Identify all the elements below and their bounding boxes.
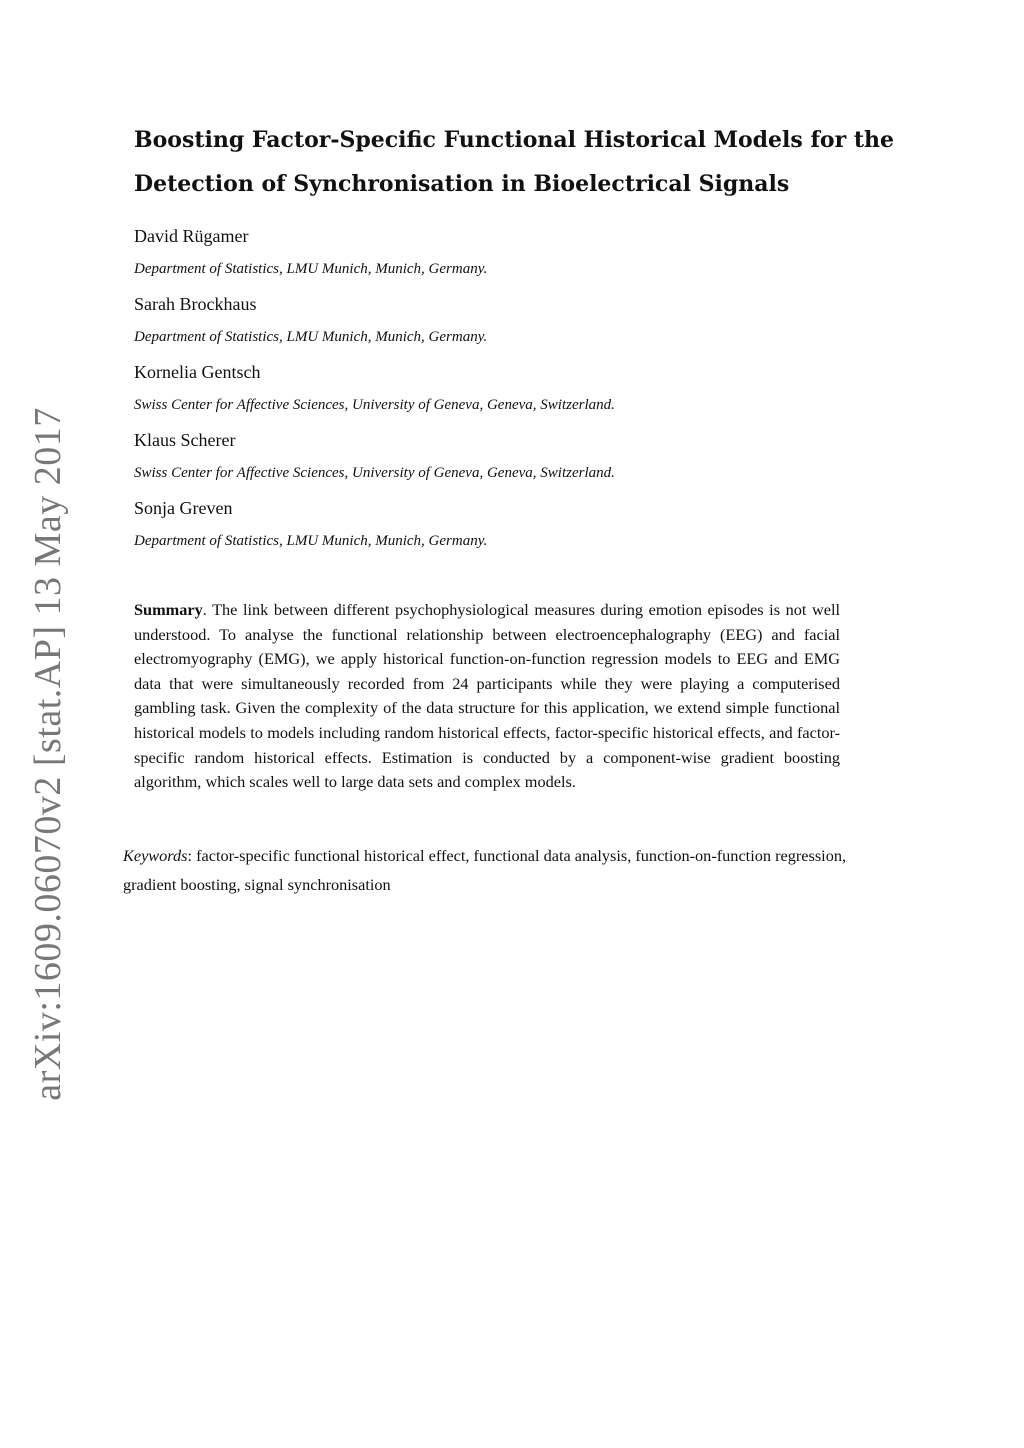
summary-text: . The link between different psychophysiological measures during emotion episodes is not well understood. To analyse the functional relationship between electroencephalography (EEG) and facial electromyography (EMG), we apply historical function-on-function regression models to EEG and EMG data that were simultaneously recorded from 24 participants while they were playing a computerised gambling task. Given the complexity of the data structure for this application, we extend simple functional historical models to models including random historical effects, factor-specific historical effects, and factor-specific random historical effects. Estimation is conducted by a component-wise gradient boosting algorithm, which scales well to large data sets and complex models. (134, 600, 840, 792)
author-block (134, 224, 874, 280)
author-affiliation: Swiss Center for Affective Sciences, University of Geneva, Geneva, Switzerland. (134, 465, 615, 481)
keywords-label: Keywords (123, 846, 188, 865)
author-affiliation: Department of Statistics, LMU Munich, Munich, Germany. (134, 533, 488, 549)
summary-paragraph (134, 598, 840, 795)
author-affiliation: Department of Statistics, LMU Munich, Munich, Germany. (134, 329, 488, 345)
author-list (134, 224, 874, 564)
paper-title (134, 118, 894, 206)
author-name: David Rügamer (134, 226, 249, 246)
author-name: Kornelia Gentsch (134, 362, 261, 382)
author-block (134, 428, 874, 484)
author-block (134, 360, 874, 416)
author-name: Sonja Greven (134, 498, 233, 518)
keywords-paragraph (123, 842, 863, 899)
paper-title-line-2: Detection of Synchronisation in Bioelectrical Signals (134, 171, 790, 197)
keywords-text: : factor-specific functional historical effect, functional data analysis, function-on-function regression, gradient boosting, signal synchronisation (123, 846, 847, 894)
author-block (134, 292, 874, 348)
author-block (134, 496, 874, 552)
paper-title-line-1: Boosting Factor-Specific Functional Historical Models for the (134, 127, 894, 153)
arxiv-identifier: arXiv:1609.06070v2 [stat.AP] 13 May 2017 (27, 407, 69, 1101)
summary-label: Summary (134, 600, 203, 619)
author-name: Klaus Scherer (134, 430, 236, 450)
author-affiliation: Swiss Center for Affective Sciences, University of Geneva, Geneva, Switzerland. (134, 397, 615, 413)
author-name: Sarah Brockhaus (134, 294, 257, 314)
author-affiliation: Department of Statistics, LMU Munich, Munich, Germany. (134, 261, 488, 277)
